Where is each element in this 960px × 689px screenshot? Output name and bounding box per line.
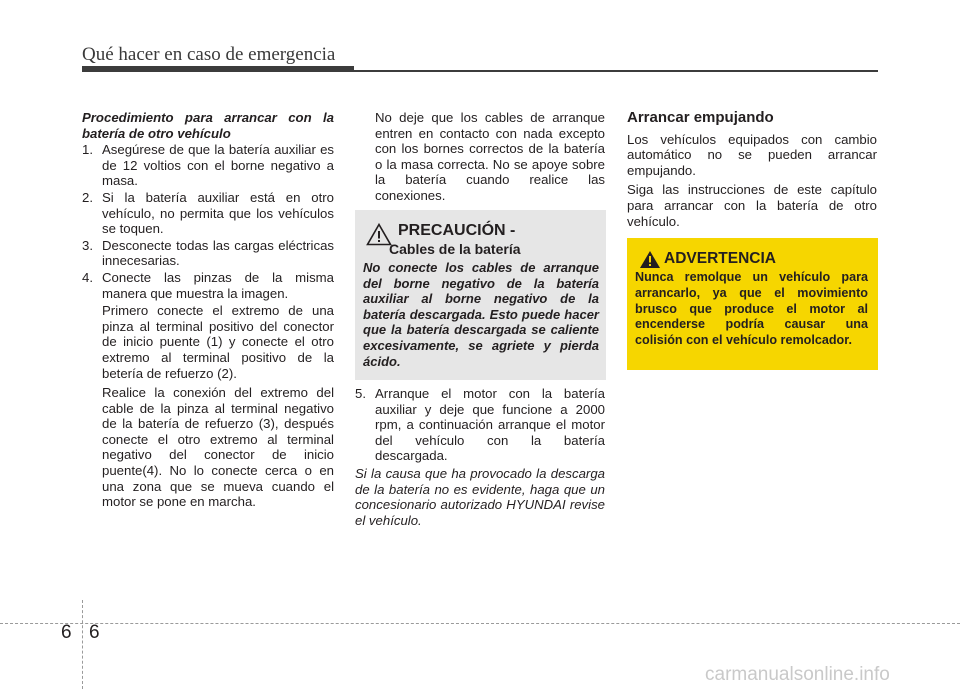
caution-box xyxy=(355,210,606,380)
footer-rule xyxy=(0,623,960,624)
dealer-note: Si la causa que ha provocado la descarga de la batería no es evidente, haga que un concesionario autorizado HYUNDAI revise el vehículo. xyxy=(355,465,605,528)
header-rule xyxy=(354,70,878,72)
step-text: Conecte las pinzas de la misma manera que muestra la imagen. xyxy=(102,269,334,301)
page-number: 6 xyxy=(89,622,100,643)
step-5 xyxy=(355,386,605,464)
procedure-heading: Procedimiento para arrancar con la batería de otro vehículo xyxy=(82,110,334,141)
step-3 xyxy=(82,238,334,269)
step-number: 2. xyxy=(82,189,93,205)
column-right xyxy=(627,110,877,233)
step-1 xyxy=(82,142,334,189)
footer-divider xyxy=(82,600,83,689)
warning-body: Nunca remolque un vehículo para arrancarlo, ya que el movimiento brusco que produce el motor al encenderse podría causar una colisión con el vehículo remolcador. xyxy=(635,270,868,348)
step-number: 4. xyxy=(82,269,93,285)
step-number: 3. xyxy=(82,237,93,253)
step-4-detail-2: Realice la conexión del extremo del cable de la pinza al terminal negativo de la batería de refuerzo (3), después conecte el otro extremo al terminal negativo del conector de inicio puente(4). No lo conecte cerca o en una zona que se mueva cuando el motor se pone en marcha. xyxy=(102,385,334,510)
step-text: Desconecte todas las cargas eléctricas innecesarias. xyxy=(102,237,334,269)
push-start-paragraph-2: Siga las instrucciones de este capítulo para arrancar con la batería de otro vehículo. xyxy=(627,182,877,229)
column-left xyxy=(82,110,334,514)
push-start-heading: Arrancar empujando xyxy=(627,109,774,126)
caution-title: PRECAUCIÓN - xyxy=(398,222,516,239)
column-middle xyxy=(355,110,605,208)
step-2 xyxy=(82,190,334,237)
column-middle-lower xyxy=(355,386,605,528)
warning-title: ADVERTENCIA xyxy=(664,250,776,267)
watermark: carmanualsonline.info xyxy=(705,664,890,685)
step-number: 1. xyxy=(82,142,93,158)
step-text: Arranque el motor con la batería auxiliar y deje que funcione a 2000 rpm, a continuación arranque el motor del vehículo con la batería descargada. xyxy=(375,386,605,464)
step-4-detail-1: Primero conecte el extremo de una pinza al terminal positivo del conector de inicio puente (1) y conecte el otro extremo al terminal positivo de la betería de refuerzo (2). xyxy=(102,303,334,381)
page-header-title: Qué hacer en caso de emergencia xyxy=(82,44,336,65)
step-text: Asegúrese de que la batería auxiliar es de 12 voltios con el borne negativo a masa. xyxy=(102,142,334,189)
step-number: 5. xyxy=(355,386,366,401)
chapter-number: 6 xyxy=(61,622,72,643)
caution-subtitle: Cables de la batería xyxy=(389,241,521,257)
warning-triangle-icon xyxy=(639,250,661,269)
caution-body: No conecte los cables de arranque del borne negativo de la batería auxiliar al borne negativo de la batería descargada. Esto puede hacer que la batería descargada se caliente excesivamente, se agriete y pierda ácido. xyxy=(363,260,599,369)
step-text: Si la batería auxiliar está en otro vehículo, no permita que los vehículos se toquen. xyxy=(102,189,334,237)
header-bar xyxy=(82,66,354,72)
connection-warning-text: No deje que los cables de arranque entren en contacto con nada excepto con los bornes correctos de la batería o la masa correcta. No se apoye sobre la batería cuando realice las conexiones. xyxy=(375,110,605,203)
step-4 xyxy=(82,270,334,301)
push-start-paragraph-1: Los vehículos equipados con cambio automático no se pueden arrancar empujando. xyxy=(627,131,877,178)
warning-box xyxy=(627,238,878,370)
